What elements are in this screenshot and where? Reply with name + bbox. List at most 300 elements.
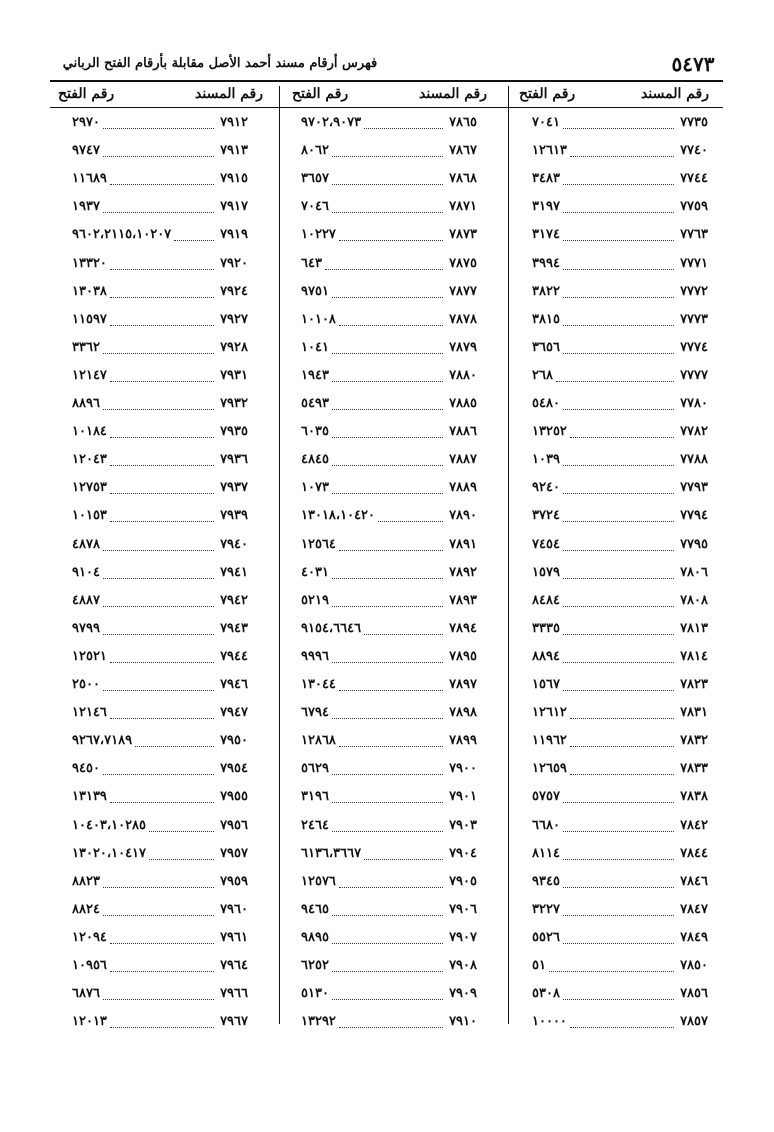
musnad-number: ٧٧٤٤ (680, 171, 708, 187)
musnad-number: ٧٨٥٠ (680, 958, 708, 973)
fath-number: ٥٣٠٨ (532, 986, 560, 1002)
dot-leader (339, 240, 443, 241)
musnad-number: ٧٩٢٨ (220, 339, 248, 355)
index-entry (301, 951, 477, 979)
index-entry (72, 642, 248, 670)
fath-number: ٤٨٤٥ (301, 452, 329, 468)
musnad-number: ٧٩٦١ (220, 929, 248, 945)
dot-leader (110, 297, 214, 298)
musnad-number: ٧٩٥٦ (220, 817, 248, 833)
fath-number: ٧٠٤٦ (301, 199, 329, 215)
index-entry (301, 361, 477, 389)
dot-leader (563, 606, 674, 607)
index-entry (532, 361, 708, 389)
index-entry (72, 473, 248, 501)
index-entry (72, 670, 248, 698)
index-entry (72, 923, 248, 951)
musnad-number: ٧٧٩٤ (680, 508, 708, 524)
index-entry (532, 501, 708, 529)
dot-leader (332, 999, 443, 1000)
fath-number: ٦٤٣ (301, 255, 322, 271)
dot-leader (563, 802, 674, 803)
index-entry (301, 417, 477, 445)
musnad-number: ٧٧٩٥ (680, 536, 708, 552)
musnad-number: ٧٩٤١ (220, 564, 248, 580)
dot-leader (103, 915, 214, 916)
dot-leader (364, 859, 443, 860)
index-entry (72, 389, 248, 417)
musnad-number: ٧٩٢٧ (220, 311, 248, 327)
index-entry (72, 811, 248, 839)
index-entry (72, 249, 248, 277)
dot-leader (339, 1027, 443, 1028)
index-entry (301, 867, 477, 895)
index-entry (532, 389, 708, 417)
dot-leader (332, 802, 443, 803)
musnad-number: ٧٩٢٤ (220, 283, 248, 299)
fath-number: ٤٨٨٧ (72, 592, 100, 608)
dot-leader (332, 493, 443, 494)
fath-number: ١٢٠١٣ (72, 1014, 107, 1030)
index-entry (301, 220, 477, 248)
fath-number: ٣٨٢٢ (532, 283, 560, 299)
fath-number: ١٣٠٣٨ (72, 283, 107, 299)
musnad-number: ٧٩٥٠ (220, 733, 248, 749)
index-entry (532, 445, 708, 473)
fath-number: ٦١٣٦،٣٦٦٧ (301, 845, 362, 861)
fath-number: ٩٦٠٢،٢١١٥،١٠٢٠٧ (72, 227, 172, 243)
dot-leader (378, 521, 443, 522)
fath-number: ١٢٥٦٤ (301, 536, 336, 552)
musnad-number: ٧٩٦٤ (220, 958, 248, 973)
fath-number: ٩٧٩٩ (72, 620, 100, 636)
dot-leader (563, 128, 674, 129)
dot-leader (332, 465, 443, 466)
musnad-number: ٧٩٤٦ (220, 677, 248, 692)
fath-number: ١٣٠١٨،١٠٤٢٠ (301, 508, 376, 524)
dot-leader (174, 240, 214, 241)
index-entry (72, 164, 248, 192)
musnad-number: ٧٩٣٢ (220, 396, 248, 411)
dot-leader (332, 409, 443, 410)
fath-number: ٩٣٤٥ (532, 873, 560, 889)
index-entry (532, 698, 708, 726)
dot-leader (103, 128, 214, 129)
dot-leader (332, 212, 443, 213)
index-entry (532, 642, 708, 670)
index-entry (301, 305, 477, 333)
dot-leader (364, 634, 443, 635)
dot-leader (570, 156, 674, 157)
musnad-number: ٧٧٨٠ (680, 396, 708, 411)
index-entry (301, 923, 477, 951)
fath-number: ٦٦٨٠ (532, 817, 560, 833)
fath-number: ٧٤٥٤ (532, 536, 560, 552)
musnad-number: ٧٩٠٤ (449, 845, 477, 861)
musnad-number: ٧٧٩٣ (680, 480, 708, 496)
musnad-number: ٧٨٩٤ (449, 620, 477, 636)
fath-number: ٨٤٨٤ (532, 592, 560, 608)
fath-number: ٣٦٥٦ (532, 339, 560, 355)
running-title: فهرس أرقام مسند أحمد الأصل مقابلة بأرقام الفتح الرباني (62, 56, 378, 71)
fath-number: ٦٠٣٥ (301, 424, 329, 440)
musnad-number: ٧٧٧٢ (680, 283, 708, 299)
musnad-number: ٧٨٩٠ (449, 508, 477, 524)
dot-leader (103, 690, 214, 691)
index-entry (301, 726, 477, 754)
fath-number: ١٠٢٢٧ (301, 227, 336, 243)
musnad-number: ٧٩٥٩ (220, 873, 248, 889)
musnad-number: ٧٨٢٣ (680, 677, 708, 692)
musnad-number: ٧٩٣٦ (220, 452, 248, 468)
musnad-number: ٧٩٠٧ (449, 929, 477, 945)
dot-leader (570, 1027, 674, 1028)
fath-number: ٨٨٢٣ (72, 873, 100, 889)
dot-leader (325, 269, 443, 270)
dot-leader (110, 437, 214, 438)
index-entry (301, 389, 477, 417)
dot-leader (110, 184, 214, 185)
dot-leader (570, 437, 674, 438)
musnad-number: ٧٧٤٠ (680, 143, 708, 159)
fath-number: ١١٩٦٢ (532, 733, 567, 749)
musnad-number: ٧٨٩٣ (449, 592, 477, 608)
dot-leader (570, 774, 674, 775)
dot-leader (563, 887, 674, 888)
fath-number: ٩١٠٤ (72, 564, 100, 580)
musnad-number: ٧٨٥٦ (680, 986, 708, 1002)
index-column-left (72, 108, 248, 1032)
musnad-number: ٧٩٠٦ (449, 901, 477, 917)
musnad-number: ٧٧٧٣ (680, 311, 708, 327)
musnad-number: ٧٧٧٤ (680, 339, 708, 355)
musnad-number: ٧٩٤٤ (220, 648, 248, 664)
dot-leader (563, 831, 674, 832)
dot-leader (110, 381, 214, 382)
index-entry (72, 558, 248, 586)
index-entry (72, 277, 248, 305)
index-entry (72, 726, 248, 754)
dot-leader (563, 269, 674, 270)
musnad-number: ٧٩١٠ (449, 1014, 477, 1030)
index-entry (532, 726, 708, 754)
musnad-number: ٧٩٠٣ (449, 817, 477, 833)
fath-number: ٤٠٣١ (301, 564, 329, 580)
index-entry (72, 586, 248, 614)
musnad-number: ٧٧٧٧ (680, 367, 708, 383)
index-entry (72, 979, 248, 1007)
fath-number: ١٢٥٧٦ (301, 873, 336, 889)
musnad-number: ٧٩١٥ (220, 171, 248, 187)
fath-number: ٣٢٢٧ (532, 901, 560, 917)
fath-number: ٣٤٨٣ (532, 171, 560, 187)
dot-leader (110, 662, 214, 663)
musnad-number: ٧٩٣٩ (220, 508, 248, 524)
musnad-number: ٧٩٠٨ (449, 958, 477, 973)
fath-number: ١٠٠٠٠ (532, 1014, 567, 1030)
musnad-number: ٧٨٤٧ (680, 901, 708, 917)
musnad-number: ٧٨٧٣ (449, 227, 477, 243)
dot-leader (563, 409, 674, 410)
musnad-number: ٧٨٧٧ (449, 283, 477, 299)
index-entry (72, 754, 248, 782)
musnad-number: ٧٨٤٢ (680, 817, 708, 833)
musnad-number: ٧٩٠٥ (449, 873, 477, 889)
musnad-number: ٧٧٨٢ (680, 424, 708, 440)
fath-number: ١٣٢٥٢ (532, 424, 567, 440)
musnad-number: ٧٩٤٢ (220, 592, 248, 608)
fath-number: ٣١٩٦ (301, 789, 329, 805)
dot-leader (332, 662, 443, 663)
index-entry (301, 614, 477, 642)
fath-number: ٨٨٢٤ (72, 901, 100, 917)
fath-number: ١٠٧٣ (301, 480, 329, 496)
musnad-number: ٧٧٧١ (680, 255, 708, 271)
fath-number: ٦٢٥٢ (301, 958, 329, 973)
index-entry (532, 1007, 708, 1035)
musnad-number: ٧٨٤٦ (680, 873, 708, 889)
index-entry (72, 867, 248, 895)
fath-number: ١٢٠٩٤ (72, 929, 107, 945)
musnad-number: ٧٨٩٥ (449, 648, 477, 664)
dot-leader (563, 353, 674, 354)
index-entry (301, 670, 477, 698)
dot-leader (563, 212, 674, 213)
dot-leader (332, 156, 443, 157)
index-entry (532, 108, 708, 136)
dot-leader (110, 1027, 214, 1028)
fath-number: ٩٤٦٥ (301, 901, 329, 917)
dot-leader (563, 690, 674, 691)
fath-number: ١٢٦٥٩ (532, 761, 567, 777)
musnad-number: ٧٨٩١ (449, 536, 477, 552)
index-entry (301, 895, 477, 923)
index-entry (72, 192, 248, 220)
fath-number: ١٥٧٩ (532, 564, 560, 580)
index-entry (532, 473, 708, 501)
dot-leader (563, 943, 674, 944)
fath-number: ٥٤٨٠ (532, 396, 560, 411)
index-entry (301, 501, 477, 529)
index-entry (72, 220, 248, 248)
fath-number: ١٠٤١ (301, 339, 329, 355)
fath-number: ٤٨٧٨ (72, 536, 100, 552)
dot-leader (563, 999, 674, 1000)
fath-number: ٦٧٩٤ (301, 705, 329, 721)
dot-leader (103, 156, 214, 157)
index-entry (532, 867, 708, 895)
musnad-number: ٧٨٣٨ (680, 789, 708, 805)
dot-leader (332, 606, 443, 607)
index-entry (532, 417, 708, 445)
index-entry (532, 558, 708, 586)
fath-number: ٧٠٤١ (532, 115, 560, 130)
dot-leader (332, 578, 443, 579)
musnad-number: ٧٨٨٩ (449, 480, 477, 496)
index-entry (72, 305, 248, 333)
index-entry (301, 530, 477, 558)
fath-number: ٥١ (532, 958, 546, 973)
fath-number: ٥٢١٩ (301, 592, 329, 608)
index-entry (72, 136, 248, 164)
musnad-number: ٧٨٩٩ (449, 733, 477, 749)
index-entry (532, 979, 708, 1007)
index-entry (301, 782, 477, 810)
dot-leader (103, 550, 214, 551)
column-divider (279, 86, 280, 1024)
index-entry (301, 586, 477, 614)
dot-leader (563, 184, 674, 185)
musnad-number: ٧٩٠٩ (449, 986, 477, 1002)
musnad-number: ٧٩٠١ (449, 789, 477, 805)
dot-leader (149, 859, 214, 860)
header-musnad: رقم المسند (641, 86, 709, 102)
dot-leader (110, 465, 214, 466)
fath-number: ٩٢٤٠ (532, 480, 560, 496)
index-entry (301, 698, 477, 726)
dot-leader (563, 634, 674, 635)
musnad-number: ٧٨١٤ (680, 648, 708, 664)
index-entry (532, 530, 708, 558)
fath-number: ٥١٣٠ (301, 986, 329, 1002)
musnad-number: ٧٩٢٠ (220, 255, 248, 271)
fath-number: ١٠١٥٣ (72, 508, 107, 524)
column-header-row (519, 86, 709, 106)
index-entry (532, 220, 708, 248)
index-entry (301, 473, 477, 501)
index-entry (301, 642, 477, 670)
index-entry (532, 277, 708, 305)
dot-leader (103, 409, 214, 410)
fath-number: ٢٥٠٠ (72, 677, 100, 692)
fath-number: ٩٧٥١ (301, 283, 329, 299)
dot-leader (563, 550, 674, 551)
musnad-number: ٧٨٧١ (449, 199, 477, 215)
index-entry (301, 754, 477, 782)
fath-number: ١٢١٤٦ (72, 705, 107, 721)
musnad-number: ٧٩٦٧ (220, 1014, 248, 1030)
musnad-number: ٧٩٥٧ (220, 845, 248, 861)
musnad-number: ٧٨٠٦ (680, 564, 708, 580)
fath-number: ١٢٥٢١ (72, 648, 107, 664)
dot-leader (332, 831, 443, 832)
fath-number: ١٢٠٤٣ (72, 452, 107, 468)
index-entry (532, 333, 708, 361)
fath-number: ٩٤٥٠ (72, 761, 100, 777)
index-entry (72, 895, 248, 923)
dot-leader (570, 718, 674, 719)
fath-number: ٢٩٧٠ (72, 115, 100, 130)
dot-leader (110, 943, 214, 944)
index-entry (301, 192, 477, 220)
musnad-number: ٧٨٨٦ (449, 424, 477, 440)
musnad-number: ٧٧٥٩ (680, 199, 708, 215)
musnad-number: ٧٨٣٣ (680, 761, 708, 777)
index-entry (72, 530, 248, 558)
index-entry (532, 923, 708, 951)
fath-number: ١٠٣٩ (532, 452, 560, 468)
index-entry (72, 361, 248, 389)
musnad-number: ٧٧٨٨ (680, 452, 708, 468)
musnad-number: ٧٨٣١ (680, 705, 708, 721)
index-entry (301, 979, 477, 1007)
dot-leader (563, 240, 674, 241)
dot-leader (339, 887, 443, 888)
dot-leader (110, 493, 214, 494)
index-entry (72, 698, 248, 726)
dot-leader (339, 325, 443, 326)
index-entry (72, 445, 248, 473)
index-entry (72, 501, 248, 529)
musnad-number: ٧٩١٢ (220, 115, 248, 130)
index-entry (301, 136, 477, 164)
dot-leader (103, 634, 214, 635)
index-entry (72, 951, 248, 979)
index-entry (532, 614, 708, 642)
dot-leader (103, 774, 214, 775)
dot-leader (332, 774, 443, 775)
musnad-number: ٧٩١٣ (220, 143, 248, 159)
index-entry (301, 164, 477, 192)
fath-number: ١٣٣٢٠ (72, 255, 107, 271)
index-entry (301, 108, 477, 136)
index-entry (301, 811, 477, 839)
index-entry (532, 192, 708, 220)
fath-number: ١٣١٣٩ (72, 789, 107, 805)
dot-leader (332, 971, 443, 972)
page-number: ٥٤٧٣ (671, 52, 715, 76)
musnad-number: ٧٩٦٦ (220, 986, 248, 1002)
fath-number: ٣٨١٥ (532, 311, 560, 327)
musnad-number: ٧٨٦٧ (449, 143, 477, 159)
fath-number: ٣٣٦٢ (72, 339, 100, 355)
musnad-number: ٧٨٦٨ (449, 171, 477, 187)
fath-number: ١٩٤٣ (301, 367, 329, 383)
fath-number: ١٩٣٧ (72, 199, 100, 215)
fath-number: ٥٧٥٧ (532, 789, 560, 805)
fath-number: ١١٦٨٩ (72, 171, 107, 187)
fath-number: ٣٧٢٤ (532, 508, 560, 524)
fath-number: ٩٢٦٧،٧١٨٩ (72, 733, 133, 749)
index-column-right (532, 108, 708, 1032)
fath-number: ٩٧٤٧ (72, 143, 100, 159)
musnad-number: ٧٨٩٧ (449, 677, 477, 692)
index-entry (301, 249, 477, 277)
dot-leader (332, 437, 443, 438)
musnad-number: ٧٩٤٠ (220, 536, 248, 552)
dot-leader (332, 943, 443, 944)
dot-leader (103, 578, 214, 579)
dot-leader (549, 971, 674, 972)
musnad-number: ٧٩٣٧ (220, 480, 248, 496)
index-entry (72, 614, 248, 642)
fath-number: ٦٨٧٦ (72, 986, 100, 1002)
fath-number: ١٣٠٤٤ (301, 677, 336, 692)
musnad-number: ٧٨٨٧ (449, 452, 477, 468)
column-divider (508, 86, 509, 1024)
fath-number: ٩٩٩٦ (301, 648, 329, 664)
fath-number: ٩١٥٤،٦٦٤٦ (301, 620, 362, 636)
dot-leader (563, 465, 674, 466)
musnad-number: ٧٨٩٢ (449, 564, 477, 580)
fath-number: ٨٨٩٤ (532, 648, 560, 664)
index-entry (301, 277, 477, 305)
fath-number: ٥٥٢٦ (532, 929, 560, 945)
dot-leader (563, 297, 674, 298)
fath-number: ٣٣٣٥ (532, 620, 560, 636)
musnad-number: ٧٩٥٥ (220, 789, 248, 805)
index-entry (301, 333, 477, 361)
